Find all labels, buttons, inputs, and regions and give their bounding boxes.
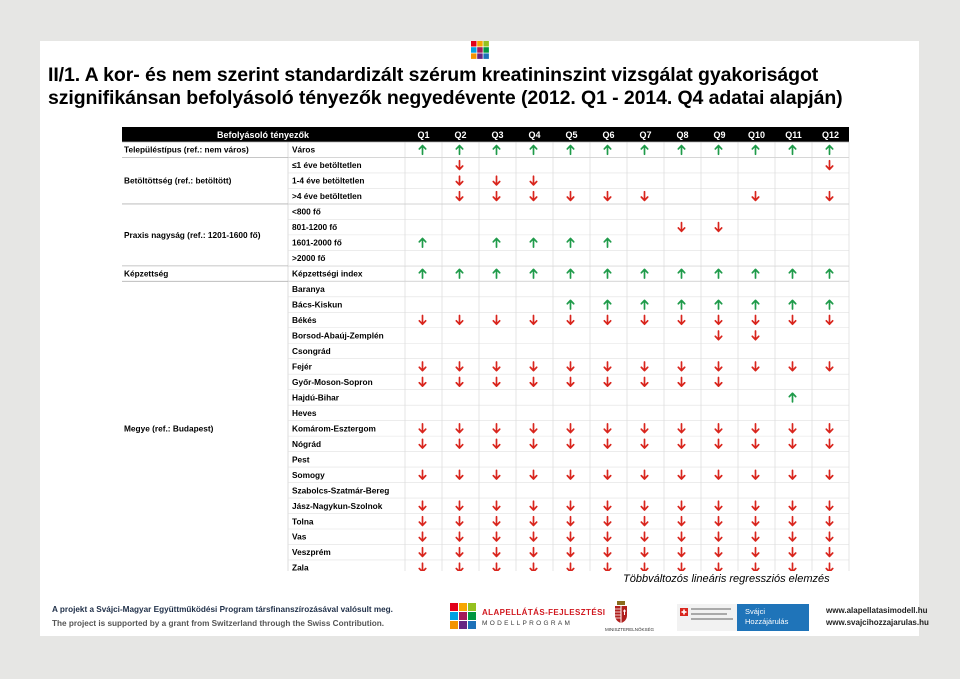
arrow-down-icon bbox=[678, 424, 684, 433]
arrow-down-icon bbox=[678, 362, 684, 371]
arrow-up-icon bbox=[419, 146, 425, 155]
row-label: Szabolcs-Szatmár-Bereg bbox=[292, 485, 390, 496]
arrow-down-icon bbox=[789, 439, 795, 448]
arrow-up-icon bbox=[826, 146, 832, 155]
arrow-up-icon bbox=[789, 146, 795, 155]
row-label: Veszprém bbox=[292, 547, 331, 558]
row-label: Jász-Nagykun-Szolnok bbox=[292, 500, 383, 511]
arrow-down-icon bbox=[456, 532, 462, 541]
arrow-down-icon bbox=[419, 501, 425, 510]
arrow-down-icon bbox=[419, 439, 425, 448]
arrow-down-icon bbox=[530, 439, 536, 448]
arrow-down-icon bbox=[715, 377, 721, 386]
arrow-up-icon bbox=[604, 146, 610, 155]
arrow-down-icon bbox=[715, 532, 721, 541]
arrow-down-icon bbox=[456, 548, 462, 557]
hungarian-coat-of-arms-icon bbox=[614, 601, 628, 623]
arrow-down-icon bbox=[641, 470, 647, 479]
arrow-down-icon bbox=[567, 501, 573, 510]
arrow-down-icon bbox=[678, 470, 684, 479]
arrow-up-icon bbox=[641, 300, 647, 309]
arrow-down-icon bbox=[826, 532, 832, 541]
header-quarter-label: Q2 bbox=[454, 130, 467, 140]
row-label: Tolna bbox=[292, 516, 314, 527]
arrow-down-icon bbox=[456, 470, 462, 479]
arrow-down-icon bbox=[826, 563, 832, 571]
arrow-up-icon bbox=[493, 146, 499, 155]
arrow-down-icon bbox=[715, 362, 721, 371]
arrow-down-icon bbox=[826, 501, 832, 510]
arrow-down-icon bbox=[826, 161, 832, 170]
arrow-down-icon bbox=[789, 563, 795, 571]
arrow-up-icon bbox=[604, 300, 610, 309]
row-label: >2000 fő bbox=[292, 253, 326, 264]
arrow-down-icon bbox=[715, 331, 721, 340]
header-quarter-label: Q1 bbox=[417, 130, 430, 140]
arrow-down-icon bbox=[641, 377, 647, 386]
arrow-up-icon bbox=[641, 146, 647, 155]
footer-band bbox=[40, 595, 929, 636]
arrow-down-icon bbox=[567, 563, 573, 571]
arrow-down-icon bbox=[752, 563, 758, 571]
arrow-up-icon bbox=[567, 300, 573, 309]
arrow-down-icon bbox=[752, 548, 758, 557]
arrow-down-icon bbox=[641, 517, 647, 526]
arrow-down-icon bbox=[789, 316, 795, 325]
arrow-down-icon bbox=[678, 532, 684, 541]
header-quarter-label: Q3 bbox=[491, 130, 504, 140]
arrow-down-icon bbox=[715, 439, 721, 448]
row-label: ≤1 éve betöltetlen bbox=[292, 160, 362, 171]
arrow-down-icon bbox=[826, 316, 832, 325]
arrow-down-icon bbox=[493, 439, 499, 448]
header-quarter-label: Q8 bbox=[676, 130, 689, 140]
arrow-down-icon bbox=[530, 548, 536, 557]
arrow-down-icon bbox=[456, 316, 462, 325]
arrow-down-icon bbox=[604, 424, 610, 433]
arrow-down-icon bbox=[493, 501, 499, 510]
arrow-down-icon bbox=[604, 517, 610, 526]
row-label: Pest bbox=[292, 454, 310, 465]
arrow-down-icon bbox=[678, 548, 684, 557]
arrow-down-icon bbox=[715, 316, 721, 325]
row-label: Zala bbox=[292, 562, 309, 571]
swiss-contribution-logo bbox=[677, 604, 809, 631]
arrow-down-icon bbox=[641, 424, 647, 433]
row-label: Képzettségi index bbox=[292, 268, 363, 279]
arrow-up-icon bbox=[567, 146, 573, 155]
header-factor-label: Befolyásoló tényezők bbox=[216, 130, 310, 140]
arrow-down-icon bbox=[493, 176, 499, 185]
arrow-up-icon bbox=[678, 300, 684, 309]
arrow-down-icon bbox=[419, 316, 425, 325]
arrow-down-icon bbox=[419, 517, 425, 526]
arrow-down-icon bbox=[789, 470, 795, 479]
arrow-up-icon bbox=[456, 269, 462, 278]
arrow-up-icon bbox=[641, 269, 647, 278]
row-label: 1-4 éve betöltetlen bbox=[292, 175, 365, 186]
swiss-contribution-box bbox=[737, 604, 809, 631]
arrow-down-icon bbox=[789, 517, 795, 526]
arrow-up-icon bbox=[456, 146, 462, 155]
row-label: Baranya bbox=[292, 284, 325, 295]
row-label: 1601-2000 fő bbox=[292, 237, 342, 248]
arrow-up-icon bbox=[419, 269, 425, 278]
arrow-down-icon bbox=[456, 161, 462, 170]
arrow-down-icon bbox=[789, 501, 795, 510]
arrow-down-icon bbox=[826, 362, 832, 371]
arrow-down-icon bbox=[530, 192, 536, 201]
arrow-down-icon bbox=[567, 316, 573, 325]
group-label: Képzettség bbox=[124, 268, 169, 279]
arrow-down-icon bbox=[641, 192, 647, 201]
arrow-down-icon bbox=[678, 223, 684, 232]
arrow-up-icon bbox=[493, 238, 499, 247]
arrow-up-icon bbox=[789, 300, 795, 309]
arrow-down-icon bbox=[752, 316, 758, 325]
arrow-down-icon bbox=[493, 470, 499, 479]
arrow-down-icon bbox=[678, 501, 684, 510]
arrow-down-icon bbox=[493, 316, 499, 325]
arrow-down-icon bbox=[530, 316, 536, 325]
slide-title bbox=[48, 64, 916, 110]
header-quarter-label: Q11 bbox=[785, 130, 802, 140]
arrow-down-icon bbox=[752, 501, 758, 510]
arrow-down-icon bbox=[567, 439, 573, 448]
arrow-down-icon bbox=[567, 548, 573, 557]
arrow-up-icon bbox=[567, 269, 573, 278]
arrow-up-icon bbox=[789, 269, 795, 278]
arrow-down-icon bbox=[826, 192, 832, 201]
arrow-down-icon bbox=[715, 563, 721, 571]
program-subtitle: MODELLPROGRAM bbox=[482, 620, 573, 627]
arrow-down-icon bbox=[419, 548, 425, 557]
arrow-up-icon bbox=[419, 238, 425, 247]
arrow-down-icon bbox=[419, 532, 425, 541]
arrow-down-icon bbox=[789, 548, 795, 557]
arrow-down-icon bbox=[641, 439, 647, 448]
arrow-down-icon bbox=[530, 176, 536, 185]
row-label: Győr-Moson-Sopron bbox=[292, 376, 373, 387]
group-label: Praxis nagyság (ref.: 1201-1600 fő) bbox=[124, 229, 261, 240]
arrow-down-icon bbox=[456, 362, 462, 371]
arrow-down-icon bbox=[567, 470, 573, 479]
arrow-down-icon bbox=[567, 424, 573, 433]
arrow-up-icon bbox=[530, 146, 536, 155]
arrow-down-icon bbox=[826, 470, 832, 479]
arrow-down-icon bbox=[678, 517, 684, 526]
arrow-down-icon bbox=[456, 192, 462, 201]
arrow-down-icon bbox=[715, 548, 721, 557]
footer-hungarian-text: A projekt a Svájci-Magyar Együttműködési Program társfinanszírozásával valósult meg. bbox=[52, 605, 393, 614]
arrow-down-icon bbox=[752, 532, 758, 541]
row-label: Csongrád bbox=[292, 345, 331, 356]
row-label: >4 éve betöltetlen bbox=[292, 191, 362, 202]
arrow-down-icon bbox=[604, 439, 610, 448]
arrow-down-icon bbox=[715, 424, 721, 433]
arrow-down-icon bbox=[826, 548, 832, 557]
arrow-up-icon bbox=[826, 300, 832, 309]
arrow-up-icon bbox=[752, 146, 758, 155]
row-label: Város bbox=[292, 144, 316, 155]
arrow-down-icon bbox=[530, 563, 536, 571]
arrow-down-icon bbox=[493, 563, 499, 571]
arrow-down-icon bbox=[604, 470, 610, 479]
row-label: Vas bbox=[292, 531, 307, 542]
arrow-up-icon bbox=[530, 238, 536, 247]
arrow-down-icon bbox=[456, 501, 462, 510]
group-label: Megye (ref.: Budapest) bbox=[124, 423, 214, 434]
arrow-down-icon bbox=[419, 424, 425, 433]
arrow-down-icon bbox=[826, 439, 832, 448]
website-link-1[interactable]: www.alapellatasimodell.hu bbox=[826, 606, 928, 615]
arrow-down-icon bbox=[530, 470, 536, 479]
significance-table bbox=[122, 127, 852, 571]
ministry-label: MINISZTERELNÖKSÉG bbox=[605, 627, 655, 632]
arrow-down-icon bbox=[456, 517, 462, 526]
method-footnote: Többváltozós lineáris regressziós elemzés bbox=[623, 573, 830, 585]
arrow-up-icon bbox=[493, 269, 499, 278]
arrow-down-icon bbox=[752, 517, 758, 526]
swiss-logo-line-2: Hozzájárulás bbox=[745, 617, 789, 626]
arrow-down-icon bbox=[678, 377, 684, 386]
arrow-down-icon bbox=[567, 517, 573, 526]
arrow-down-icon bbox=[641, 362, 647, 371]
arrow-down-icon bbox=[752, 424, 758, 433]
logo-text-line bbox=[691, 618, 733, 620]
arrow-down-icon bbox=[641, 548, 647, 557]
arrow-down-icon bbox=[752, 362, 758, 371]
arrow-down-icon bbox=[604, 192, 610, 201]
arrow-down-icon bbox=[752, 470, 758, 479]
arrow-up-icon bbox=[752, 269, 758, 278]
arrow-down-icon bbox=[493, 362, 499, 371]
row-label: Hajdú-Bihar bbox=[292, 392, 340, 403]
arrow-down-icon bbox=[530, 517, 536, 526]
row-label: 801-1200 fő bbox=[292, 222, 338, 233]
arrow-down-icon bbox=[604, 548, 610, 557]
arrow-down-icon bbox=[789, 362, 795, 371]
logo-text-line bbox=[691, 608, 731, 610]
swiss-logo-line-1: Svájci bbox=[745, 607, 766, 616]
arrow-down-icon bbox=[530, 424, 536, 433]
program-name: ALAPELLÁTÁS-FEJLESZTÉSI bbox=[482, 608, 606, 617]
arrow-down-icon bbox=[715, 517, 721, 526]
arrow-down-icon bbox=[715, 501, 721, 510]
arrow-down-icon bbox=[567, 532, 573, 541]
header-quarter-label: Q4 bbox=[528, 130, 541, 140]
website-link-2[interactable]: www.svajcihozzajarulas.hu bbox=[826, 618, 929, 627]
arrow-down-icon bbox=[641, 501, 647, 510]
row-label: Fejér bbox=[292, 361, 312, 372]
row-label: Békés bbox=[292, 315, 317, 326]
arrow-down-icon bbox=[715, 223, 721, 232]
arrow-down-icon bbox=[567, 377, 573, 386]
arrow-down-icon bbox=[678, 439, 684, 448]
program-logo-icon bbox=[471, 41, 489, 59]
row-label: Somogy bbox=[292, 469, 325, 480]
modellprogram-logo-icon bbox=[450, 603, 476, 629]
arrow-down-icon bbox=[493, 377, 499, 386]
arrow-down-icon bbox=[604, 362, 610, 371]
header-quarter-label: Q12 bbox=[821, 130, 840, 140]
arrow-down-icon bbox=[530, 377, 536, 386]
arrow-down-icon bbox=[641, 563, 647, 571]
arrow-up-icon bbox=[678, 269, 684, 278]
row-label: Borsod-Abaúj-Zemplén bbox=[292, 330, 384, 341]
arrow-down-icon bbox=[604, 563, 610, 571]
arrow-up-icon bbox=[715, 300, 721, 309]
title-line-1: II/1. A kor- és nem szerint standardizált szérum kreatininszint vizsgálat gyakoriságot bbox=[48, 64, 819, 86]
group-label: Betöltöttség (ref.: betöltött) bbox=[124, 175, 232, 186]
arrow-up-icon bbox=[826, 269, 832, 278]
arrow-down-icon bbox=[456, 176, 462, 185]
arrow-down-icon bbox=[493, 192, 499, 201]
arrow-down-icon bbox=[604, 377, 610, 386]
title-line-2: szignifikánsan befolyásoló tényezők negyedévente (2012. Q1 - 2014. Q4 adatai alapján) bbox=[48, 87, 843, 109]
arrow-down-icon bbox=[493, 424, 499, 433]
arrow-down-icon bbox=[752, 192, 758, 201]
arrow-down-icon bbox=[752, 331, 758, 340]
arrow-down-icon bbox=[567, 192, 573, 201]
header-quarter-label: Q10 bbox=[747, 130, 766, 140]
row-label: Bács-Kiskun bbox=[292, 299, 343, 310]
arrow-down-icon bbox=[641, 316, 647, 325]
arrow-down-icon bbox=[641, 532, 647, 541]
arrow-down-icon bbox=[456, 377, 462, 386]
arrow-down-icon bbox=[419, 377, 425, 386]
header-quarter-label: Q6 bbox=[602, 130, 615, 140]
arrow-up-icon bbox=[530, 269, 536, 278]
arrow-down-icon bbox=[567, 362, 573, 371]
arrow-up-icon bbox=[715, 146, 721, 155]
row-label: <800 fő bbox=[292, 206, 321, 217]
footer-english-text: The project is supported by a grant from Switzerland through the Swiss Contribution. bbox=[52, 619, 385, 628]
arrow-down-icon bbox=[604, 316, 610, 325]
arrow-up-icon bbox=[789, 393, 795, 402]
arrow-down-icon bbox=[456, 424, 462, 433]
arrow-down-icon bbox=[493, 517, 499, 526]
arrow-down-icon bbox=[678, 316, 684, 325]
arrow-down-icon bbox=[493, 532, 499, 541]
arrow-up-icon bbox=[604, 238, 610, 247]
row-label: Komárom-Esztergom bbox=[292, 423, 376, 434]
row-label: Heves bbox=[292, 407, 317, 418]
arrow-down-icon bbox=[752, 439, 758, 448]
arrow-down-icon bbox=[826, 424, 832, 433]
arrow-down-icon bbox=[419, 563, 425, 571]
arrow-down-icon bbox=[456, 439, 462, 448]
arrow-up-icon bbox=[567, 238, 573, 247]
arrow-down-icon bbox=[604, 532, 610, 541]
arrow-down-icon bbox=[604, 501, 610, 510]
arrow-up-icon bbox=[715, 269, 721, 278]
arrow-down-icon bbox=[530, 362, 536, 371]
swiss-flag-icon bbox=[680, 608, 688, 616]
arrow-down-icon bbox=[678, 563, 684, 571]
arrow-down-icon bbox=[530, 532, 536, 541]
header-quarter-label: Q9 bbox=[713, 130, 726, 140]
arrow-down-icon bbox=[493, 548, 499, 557]
arrow-up-icon bbox=[752, 300, 758, 309]
arrow-down-icon bbox=[789, 532, 795, 541]
header-quarter-label: Q5 bbox=[565, 130, 578, 140]
arrow-down-icon bbox=[826, 517, 832, 526]
arrow-down-icon bbox=[715, 470, 721, 479]
group-label: Településtípus (ref.: nem város) bbox=[124, 144, 249, 155]
arrow-up-icon bbox=[678, 146, 684, 155]
arrow-down-icon bbox=[789, 424, 795, 433]
arrow-down-icon bbox=[456, 563, 462, 571]
header-quarter-label: Q7 bbox=[639, 130, 652, 140]
arrow-down-icon bbox=[419, 362, 425, 371]
arrow-down-icon bbox=[419, 470, 425, 479]
arrow-down-icon bbox=[530, 501, 536, 510]
logo-text-line bbox=[691, 613, 727, 615]
arrow-up-icon bbox=[604, 269, 610, 278]
row-label: Nógrád bbox=[292, 438, 322, 449]
